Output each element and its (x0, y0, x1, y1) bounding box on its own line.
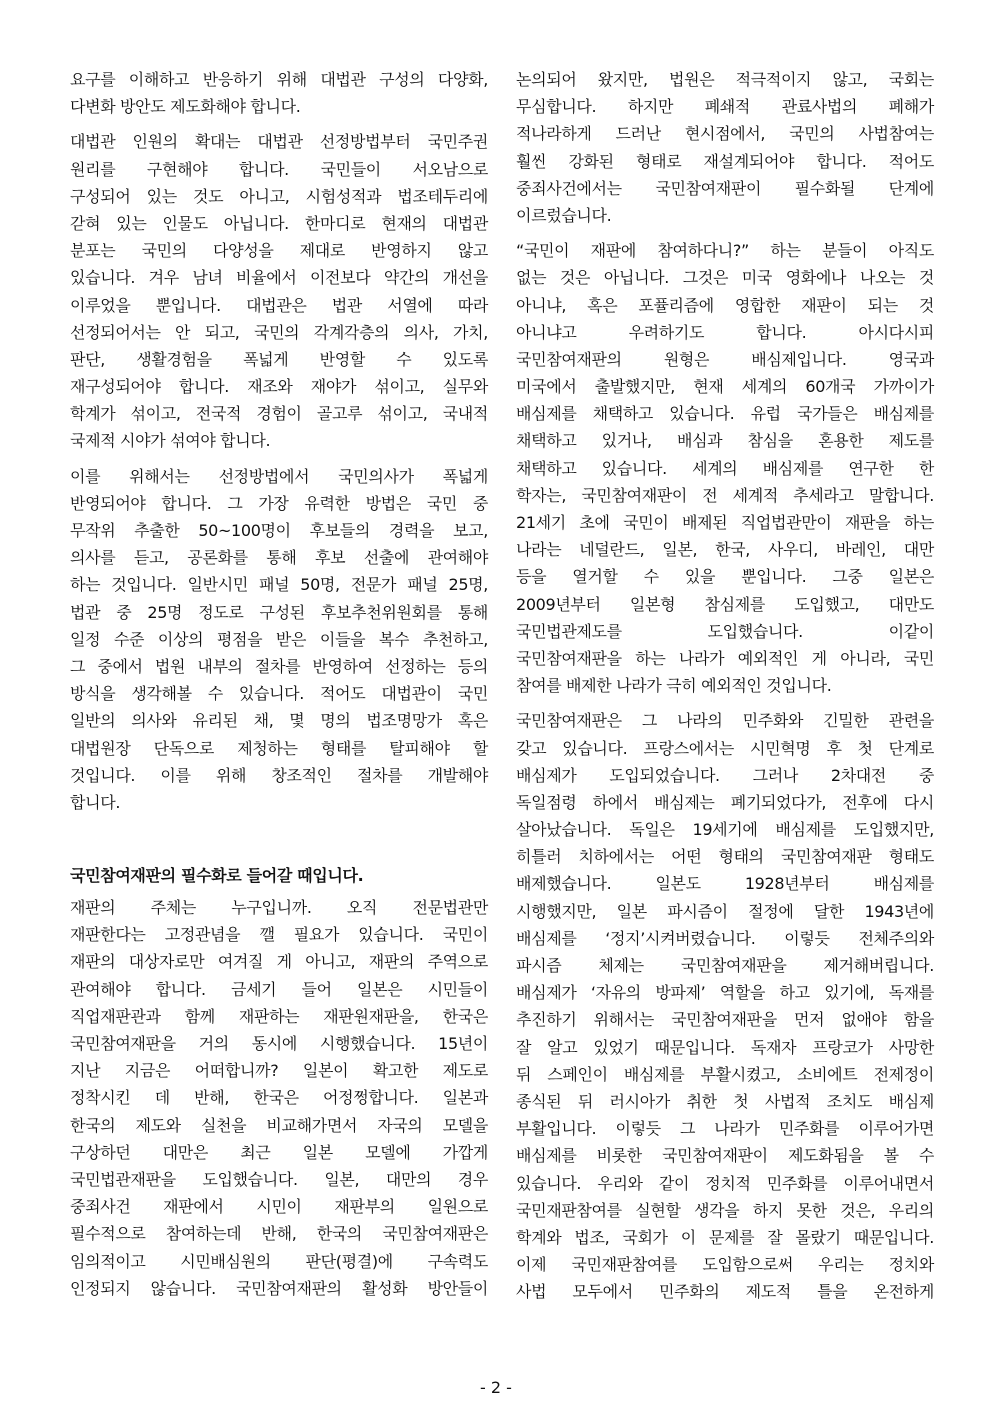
text-line: 그 중에서 법원 내부의 절차를 반영하여 선정하는 등의 (70, 656, 488, 676)
text-line: 21세기 초에 국민이 배제된 직업법관만이 재판을 하는 (516, 513, 934, 532)
text-line: 필수적으로 참여하는데 반해, 한국의 국민참여재판은 (70, 1224, 488, 1244)
text-line: 이를 위해서는 선정방법에서 국민의사가 폭넓게 (70, 466, 488, 486)
left-paragraphs-after-heading (70, 894, 488, 1302)
text-line: 이루었을 뿐입니다. 대법관은 법관 서열에 따라 (70, 295, 488, 315)
text-line: 배제했습니다. 일본도 1928년부터 배심제를 (516, 874, 934, 894)
text-line: 있습니다. 우리와 같이 정치적 민주화를 이루어내면서 (516, 1173, 934, 1193)
right-paragraphs (516, 66, 934, 1305)
text-line: 학자는, 국민참여재판이 전 세계적 추세라고 말합니다. (516, 485, 934, 505)
text-line: 나라는 네덜란드, 일본, 한국, 사우디, 바레인, 대만 (516, 540, 934, 560)
left-column (70, 66, 488, 1310)
text-line: 지난 지금은 어떠합니까? 일본이 확고한 제도로 (70, 1061, 488, 1081)
text-line: 국민참여재판의 원형은 배심제입니다. 영국과 (516, 349, 934, 369)
text-line: 국민법관재판을 도입했습니다. 일본, 대만의 경우 (70, 1169, 488, 1189)
text-line: 의사를 듣고, 공론화를 통해 후보 선출에 관여해야 (70, 548, 488, 568)
text-line: 법관 중 25명 정도로 구성된 후보추천위원회를 통해 (70, 602, 488, 622)
text-line: 재판의 주체는 누구입니까. 오직 전문법관만 (70, 898, 488, 918)
text-line: 시행했지만, 일본 파시즘이 절정에 달한 1943년에 (516, 901, 934, 921)
text-line: 국민참여재판은 그 나라의 민주화와 긴밀한 관련을 (516, 711, 934, 731)
text-line: 아니냐고 우려하기도 합니다. 아시다시피 (516, 322, 934, 342)
text-line: 배심제를 채택하고 있습니다. 유럽 국가들은 배심제를 (516, 404, 934, 424)
paragraph (70, 128, 488, 454)
left-paragraphs-before-heading (70, 66, 488, 816)
text-line: 배심제를 비롯한 국민참여재판이 제도화됨을 볼 수 (516, 1146, 934, 1166)
text-line: 정착시킨 데 반해, 한국은 어정쩡합니다. 일본과 (70, 1088, 488, 1108)
text-line: 국제적 시야가 섞여야 합니다. (70, 431, 271, 451)
text-line: 재구성되어야 합니다. 재조와 재야가 섞이고, 실무와 (70, 377, 488, 397)
paragraph (70, 66, 488, 120)
text-line: 선정되어서는 안 되고, 국민의 각계각층의 의사, 가치, (70, 322, 488, 342)
text-line: 일반의 의사와 유리된 채, 몇 명의 법조명망가 혹은 (70, 711, 488, 731)
text-line: 국민법관제도를 도입했습니다. 이같이 (516, 621, 934, 641)
paragraph (516, 707, 934, 1305)
text-line: 아니냐, 혹은 포퓰리즘에 영합한 재판이 되는 것 (516, 295, 934, 315)
text-line: 갇혀 있는 인물도 아닙니다. 한마디로 현재의 대법관 (70, 213, 488, 233)
text-line: 대법원장 단독으로 제청하는 형태를 탈피해야 할 (70, 738, 488, 758)
text-line: 방식을 생각해볼 수 있습니다. 적어도 대법관이 국민 (70, 684, 488, 704)
text-line: 갖고 있습니다. 프랑스에서는 시민혁명 후 첫 단계로 (516, 738, 934, 758)
text-line: 하는 것입니다. 일반시민 패널 50명, 전문가 패널 25명, (70, 575, 488, 595)
text-line: 일정 수준 이상의 평점을 받은 이들을 복수 추천하고, (70, 629, 488, 649)
text-line: 구성되어 있는 것도 아니고, 시험성적과 법조테두리에 (70, 186, 488, 206)
text-line: 뒤 스페인이 배심제를 부활시켰고, 소비에트 전제정이 (516, 1064, 934, 1084)
right-column (516, 66, 934, 1313)
text-line: 2009년부터 일본형 참심제를 도입했고, 대만도 (516, 594, 934, 614)
text-line: 무심합니다. 하지만 폐쇄적 관료사법의 폐해가 (516, 97, 934, 117)
text-line: 임의적이고 시민배심원의 판단(평결)에 구속력도 (70, 1251, 488, 1271)
text-line: “국민이 재판에 참여하다니?” 하는 분들이 아직도 (516, 241, 934, 261)
text-line: 배심제가 도입되었습니다. 그러나 2차대전 중 (516, 765, 934, 785)
text-line: 국민참여재판을 거의 동시에 시행했습니다. 15년이 (70, 1034, 488, 1053)
text-line: 종식된 뒤 러시아가 취한 첫 사법적 조치도 배심제 (516, 1091, 934, 1111)
text-line: 추진하기 위해서는 국민참여재판을 먼저 없애야 함을 (516, 1010, 934, 1030)
text-line: 다변화 방안도 제도화해야 합니다. (70, 97, 301, 117)
page-number: - 2 - (480, 1378, 512, 1397)
text-line: 학계와 법조, 국회가 이 문제를 잘 몰랐기 때문입니다. (516, 1227, 934, 1247)
section-heading: 국민참여재판의 필수화로 들어갈 때입니다. (70, 866, 364, 886)
text-line: 인정되지 않습니다. 국민참여재판의 활성화 방안들이 (70, 1278, 488, 1298)
text-line: 국민참여재판을 하는 나라가 예외적인 게 아니라, 국민 (516, 648, 934, 668)
text-line: 것입니다. 이를 위해 창조적인 절차를 개발해야 (70, 765, 488, 785)
text-line: 원리를 구현해야 합니다. 국민들이 서오남으로 (70, 159, 488, 179)
text-line: 한국의 제도와 실천을 비교해가면서 자국의 모델을 (70, 1115, 488, 1135)
text-line: 미국에서 출발했지만, 현재 세계의 60개국 가까이가 (516, 377, 934, 397)
text-line: 배심제가 ‘자유의 방파제’ 역할을 하고 있기에, 독재를 (516, 983, 934, 1003)
text-line: 사법 모두에서 민주화의 제도적 틀을 온전하게 (516, 1282, 934, 1302)
text-line: 있습니다. 겨우 남녀 비율에서 이전보다 약간의 개선을 (70, 268, 488, 288)
text-line: 참여를 배제한 나라가 극히 예외적인 것입니다. (516, 676, 832, 696)
text-line: 반영되어야 합니다. 그 가장 유력한 방법은 국민 중 (70, 493, 488, 513)
text-line: 이르렀습니다. (516, 205, 612, 225)
text-line: 살아났습니다. 독일은 19세기에 배심제를 도입했지만, (516, 820, 934, 840)
paragraph (516, 66, 934, 229)
text-line: 분포는 국민의 다양성을 제대로 반영하지 않고 (70, 241, 488, 261)
text-line: 판단, 생활경험을 폭넓게 반영할 수 있도록 (70, 349, 488, 369)
text-line: 논의되어 왔지만, 법원은 적극적이지 않고, 국회는 (516, 70, 934, 89)
text-line: 이제 국민재판참여를 도입함으로써 우리는 정치와 (516, 1255, 934, 1275)
text-line: 적나라하게 드러난 현시점에서, 국민의 사법참여는 (516, 124, 934, 144)
text-line: 채택하고 있거나, 배심과 참심을 혼용한 제도를 (516, 431, 934, 451)
text-line: 부활입니다. 이렇듯 그 나라가 민주화를 이루어가면 (516, 1119, 934, 1139)
text-line: 합니다. (70, 792, 121, 812)
text-line: 등을 열거할 수 있을 뿐입니다. 그중 일본은 (516, 567, 934, 587)
paragraph (70, 894, 488, 1302)
paragraph (70, 463, 488, 816)
text-line: 학계가 섞이고, 전국적 경험이 골고루 섞이고, 국내적 (70, 404, 488, 424)
text-line: 국민재판참여를 실현할 생각을 하지 못한 것은, 우리의 (516, 1200, 934, 1220)
text-line: 직업재판관과 함께 재판하는 재판원재판을, 한국은 (70, 1006, 488, 1026)
text-line: 채택하고 있습니다. 세계의 배심제를 연구한 한 (516, 458, 934, 478)
text-line: 독일점령 하에서 배심제는 폐기되었다가, 전후에 다시 (516, 792, 934, 812)
text-line: 구상하던 대만은 최근 일본 모델에 가깝게 (70, 1142, 488, 1162)
text-line: 대법관 인원의 확대는 대법관 선정방법부터 국민주권 (70, 132, 488, 152)
text-line: 잘 알고 있었기 때문입니다. 독재자 프랑코가 사망한 (516, 1037, 934, 1057)
text-line: 요구를 이해하고 반응하기 위해 대법관 구성의 다양화, (70, 70, 488, 89)
text-line: 재판의 대상자로만 여겨질 게 아니고, 재판의 주역으로 (70, 952, 488, 972)
text-line: 관여해야 합니다. 금세기 들어 일본은 시민들이 (70, 979, 488, 999)
text-line: 히틀러 치하에서는 어떤 형태의 국민참여재판 형태도 (516, 847, 934, 867)
text-line: 없는 것은 아닙니다. 그것은 미국 영화에나 나오는 것 (516, 268, 934, 288)
text-line: 무작위 추출한 50~100명이 후보들의 경력을 보고, (70, 521, 488, 540)
text-line: 훨씬 강화된 형태로 재설계되어야 합니다. 적어도 (516, 151, 934, 171)
text-line: 중죄사건 재판에서 시민이 재판부의 일원으로 (70, 1197, 488, 1217)
text-line: 배심제를 ‘정지’시켜버렸습니다. 이렇듯 전체주의와 (516, 928, 934, 948)
text-line: 중죄사건에서는 국민참여재판이 필수화될 단계에 (516, 178, 934, 198)
paragraph (516, 237, 934, 699)
text-line: 재판한다는 고정관념을 깰 필요가 있습니다. 국민이 (70, 925, 488, 945)
text-line: 파시즘 체제는 국민참여재판을 제거해버립니다. (516, 956, 934, 975)
